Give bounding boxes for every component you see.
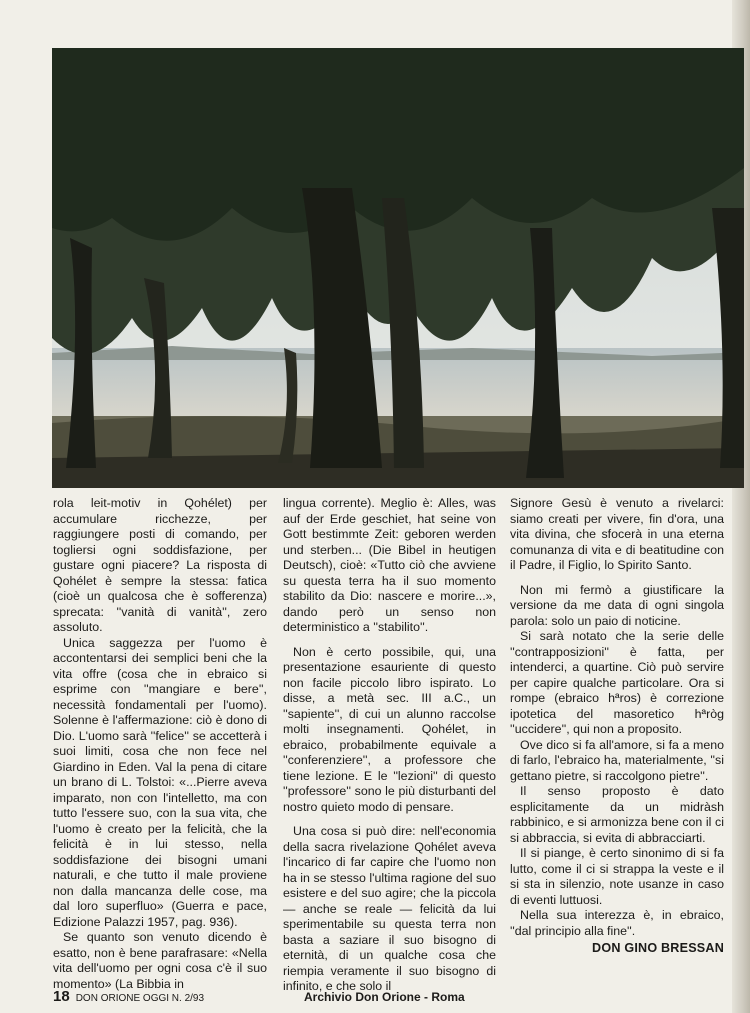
paragraph: Il si piange, è certo sinonimo di si fa lutto, come il ci si strappa la veste e il si sta in silenzio, note usanze in caso di eventi luttuosi. xyxy=(510,846,724,907)
paragraph: rola leit-motiv in Qohélet) per accumulare ricchezze, per raggiungere posti di comando, per togliersi ogni soddisfazione, per gustare ogni piacere? La risposta di Qohélet è sempre la stessa: fatica (cioè un qualcosa che è sofferenza) sprecata: ''vanità di vanità'', zero assoluto. xyxy=(53,496,267,634)
author-signature: DON GINO BRESSAN xyxy=(592,941,724,955)
page-number: 18 xyxy=(53,988,70,1005)
paragraph: Si sarà notato che la serie delle ''contrapposizioni'' è fatta, per intenderci, a quartine. Ciò può servire per capire qualche particolare. Ora si rompe (ebraico hªros) è correzione ipotetica del masoretico hªròg ''uccidere'', qui non a proposito. xyxy=(510,629,724,736)
paragraph: Una cosa si può dire: nell'economia della sacra rivelazione Qohélet aveva l'incarico di far capire che l'uomo non ha in se stesso l'ultima ragione del suo esistere e del suo agire; che la piccola — anche se reale — felicità da lui sperimentabile su questa terra non basta a saziare il suo bisogno di eternità, di un qualche cosa che riempia veramente il suo bisogno di infinito, e che solo il xyxy=(283,824,496,993)
text-column-2 xyxy=(283,496,496,995)
magazine-issue: DON ORIONE OGGI N. 2/93 xyxy=(75,993,205,1004)
archive-credit: Archivio Don Orione - Roma xyxy=(304,990,465,1004)
text-column-3 xyxy=(510,496,724,957)
paragraph: Il senso proposto è dato esplicitamente da un midràsh rabbinico, e si armonizza bene con il ci si abbraccia, si evita di abbracciarti. xyxy=(510,784,724,845)
text-column-1 xyxy=(53,496,267,992)
paragraph: Non mi fermò a giustificare la versione da me data di ogni singola parola: solo un paio di noticine. xyxy=(510,582,724,628)
paragraph: Ove dico si fa all'amore, si fa a meno di farlo, l'ebraico ha, materialmente, ''si gettano pietre, si raccolgono pietre''. xyxy=(510,737,724,783)
lakeside-trees-photo xyxy=(52,48,744,488)
paragraph: Nella sua interezza è, in ebraico, ''dal principio alla fine''. xyxy=(510,908,724,938)
paragraph: Non è certo possibile, qui, una presentazione esauriente di questo non facile piccolo libro ispirato. Lo disse, a metà sec. III a.C., un ''sapiente'', di cui un alunno raccolse molti insegnamenti. Qohélet, in ebraico, probabilmente equivale a ''conferenziere'', a professore che tiene lezione. E le ''lezioni'' di questo ''professore'' sono le più disturbanti del nostro quieto modo di pensare. xyxy=(283,644,496,814)
paragraph: Se quanto son venuto dicendo è esatto, non è bene parafrasare: «Nella vita dell'uomo per ogni cosa c'è il suo momento» (La Bibbia in xyxy=(53,930,267,991)
photo-illustration xyxy=(52,48,744,488)
paragraph: Signore Gesù è venuto a rivelarci: siamo creati per vivere, fin d'ora, una vita divina, che sfocerà in una eterna comunanza di vita e di beatitudine con il Padre, il Figlio, lo Spirito Santo. xyxy=(510,496,724,572)
page-footer xyxy=(53,988,204,1005)
paragraph: Unica saggezza per l'uomo è accontentarsi dei semplici beni che la vita offre (cosa che in ebraico si esprime con ''mangiare e bere'', necessità fondamentali per l'uomo). Solenne è l'affermazione: ciò è dono di Dio. L'uomo sarà ''felice'' se accetterà i suoi limiti, cosa che non fece nel Giardino in Eden. Val la pena di citare un brano di L. Tolstoi: «...Pierre aveva imparato, non con l'intelletto, ma con tutto l'essere suo, con la sua vita, che l'uomo è creato per la felicità, che la felicità è in lui stesso, nella soddisfazione dei bisogni umani naturali, e che tutto il male proviene non dalla mancanza delle cose, ma dal loro superfluo» (Guerra e pace, Edizione Palazzi 1957, pag. 936). xyxy=(53,635,267,929)
paragraph: lingua corrente). Meglio è: Alles, was auf der Erde geschiet, hat seine von Gott bestimmte Zeit: geboren werden und sterben... (Die Bibel in heutigen Deutsch), cioè: «Tutto ciò che avviene su questa terra ha il suo momento stabilito da Dio: nascere e morire...», dando però un senso non deterministico a ''stabilito''. xyxy=(283,496,496,634)
